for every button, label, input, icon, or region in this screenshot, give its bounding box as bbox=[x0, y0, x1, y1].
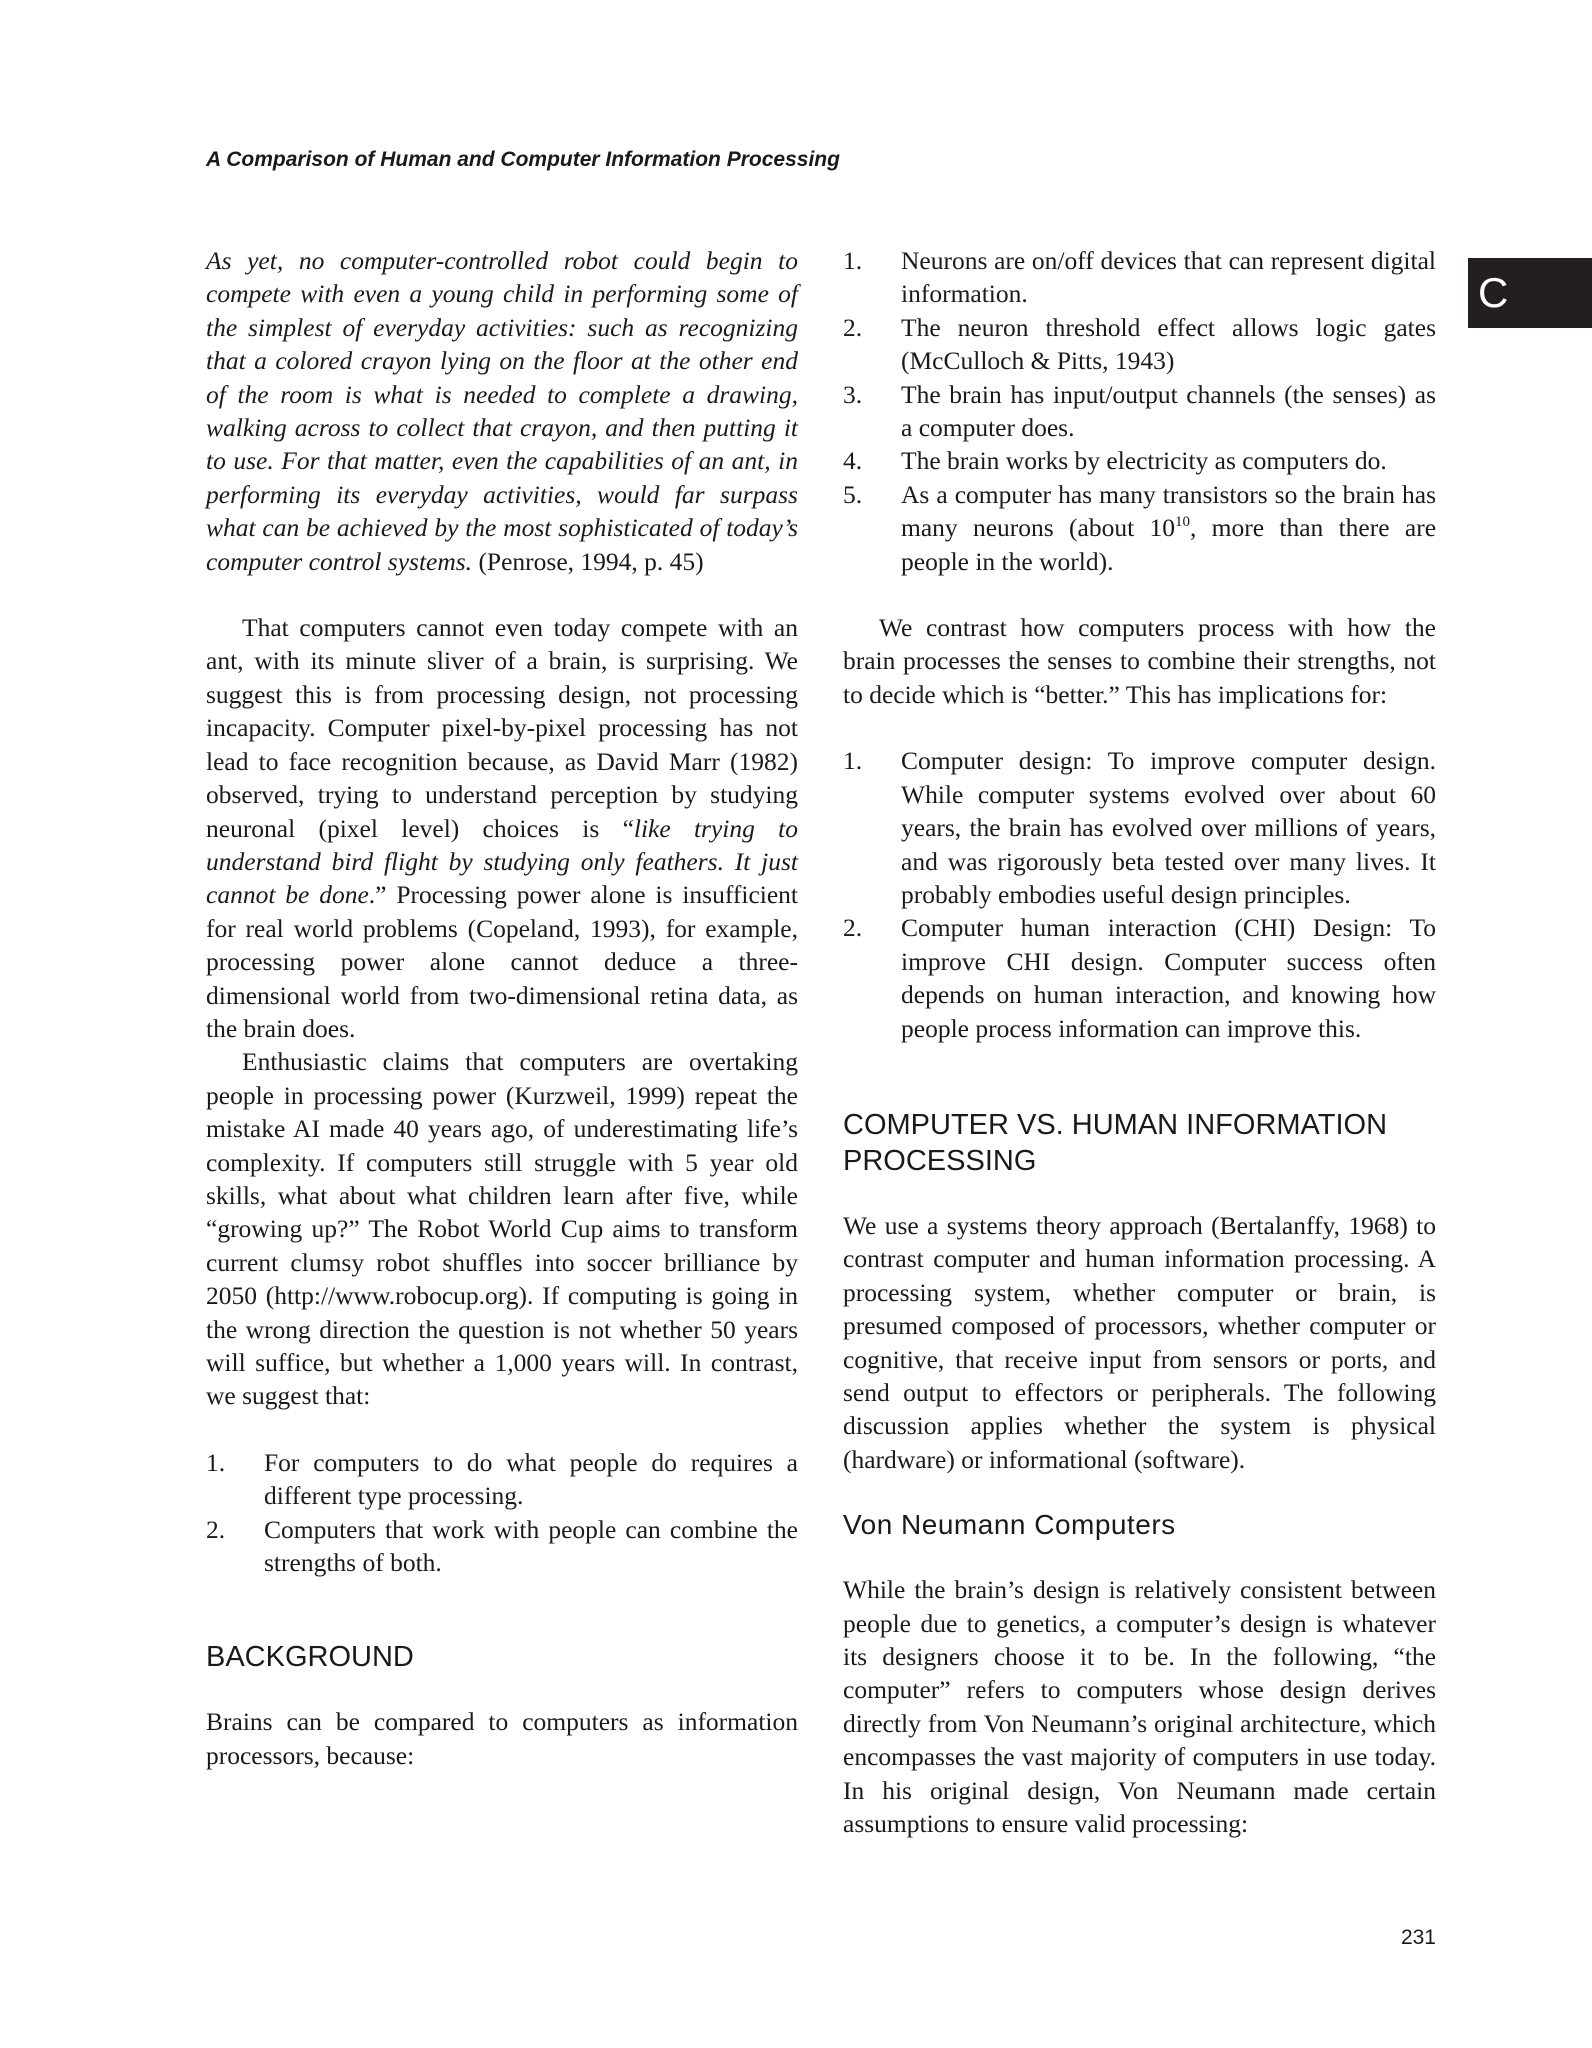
list-item: 4. The brain works by electricity as computers do. bbox=[843, 446, 1387, 476]
quote-text: As yet, no computer-controlled robot could begin to compete with even a young child in performing some of the simplest of everyday activities: such as recognizing that a colored crayon lying on the floor at the other end of the room is what is needed to complete a drawing, walking across to collect that crayon, and then putting it to use. For that matter, even the capabilities of an ant, in performing its everyday activities, would far surpass what can be achieved by the most sophisticated of today’s computer control systems. bbox=[206, 246, 798, 576]
quote-citation: (Penrose, 1994, p. 45) bbox=[478, 546, 704, 576]
para-enthusiastic-claims: Enthusiastic claims that computers are overtaking people in processing power (Kurzweil, 1999) repeat the mistake AI made 40 years ago, of underestimating life’s complexity. If computers still struggle with 5 year old skills, what about what children learn after five, while “growing up?” The Robot World Cup aims to transform current clumsy robot shuffles into soccer brilliance by 2050 (http://www.robocup.org). If computing is going in the wrong direction the question is not whether 50 years will suffice, but whether a 1,000 years will. In contrast, we suggest that: bbox=[206, 1047, 798, 1411]
background-heading: BACKGROUND bbox=[206, 1641, 414, 1674]
left-column bbox=[206, 244, 798, 1772]
penrose-quote bbox=[206, 244, 798, 578]
para-ant: That computers cannot even today compete with an ant, with its minute sliver of a brain, is surprising. We suggest this is from processing design, not processing incapacity. Computer pixel-by-pixel processing has not lead to face recognition because, as David Marr (1982) observed, trying to understand perception by studying neuronal (pixel level) choices is “like trying to understand bird flight by studying only feathers. It just cannot be done.” Processing power alone is insufficient for real world problems (Copeland, 1993), for example, processing power alone cannot deduce a three-dimensional world from two-dimensional retina data, as the brain does. bbox=[206, 613, 798, 1043]
marr-quote: like trying to understand bird flight by studying only feathers. It just cannot be done bbox=[206, 813, 798, 910]
systems-theory-para: We use a systems theory approach (Bertalanffy, 1968) to contrast computer and human information processing. A processing system, whether computer or brain, is presumed composed of processors, whether computer or cognitive, that receive input from sensors or ports, and send output to effectors or peripherals. The following discussion applies whether the system is physical (hardware) or informational (software). bbox=[843, 1210, 1436, 1474]
section-heading: COMPUTER VS. HUMAN INFORMATION PROCESSING bbox=[843, 1108, 1388, 1177]
von-neumann-para: While the brain’s design is relatively consistent between people due to genetics, a computer’s design is whatever its designers choose it to be. In the following, “the computer” refers to computers whose design derives directly from Von Neumann’s original architecture, which encompasses the vast majority of computers in use today. In his original design, Von Neumann made certain assumptions to ensure valid processing: bbox=[843, 1575, 1436, 1839]
subsection-heading: Von Neumann Computers bbox=[843, 1509, 1176, 1541]
brain-computer-list bbox=[843, 244, 1436, 578]
contrast-para: We contrast how computers process with how the brain processes the senses to combine their strengths, not to decide which is “better.” This has implications for: bbox=[843, 613, 1436, 709]
section-tab: C bbox=[1468, 258, 1592, 328]
list-item: 2. Computers that work with people can combine the strengths of both. bbox=[206, 1514, 798, 1578]
list-item: 2. Computer human interaction (CHI) Design: To improve CHI design. Computer success often depends on human interaction, and knowing how people process information can improve this. bbox=[843, 913, 1436, 1043]
list-item: 1. Neurons are on/off devices that can represent digital information. bbox=[843, 246, 1436, 309]
list-item: 1. For computers to do what people do requires a different type processing. bbox=[206, 1447, 798, 1511]
running-head: A Comparison of Human and Computer Information Processing bbox=[206, 148, 840, 171]
background-para: Brains can be compared to computers as information processors, because: bbox=[206, 1707, 798, 1770]
list-item: 1. Computer design: To improve computer design. While computer systems evolved over about 60 years, the brain has evolved over millions of years, and was rigorously beta tested over many lives. It probably embodies useful design principles. bbox=[843, 746, 1436, 909]
list-item: 3. The brain has input/output channels (the senses) as a computer does. bbox=[843, 379, 1436, 443]
list-item: 2. The neuron threshold effect allows logic gates (McCulloch & Pitts, 1943) bbox=[843, 312, 1436, 376]
list-item: 5. As a computer has many transistors so the brain has many neurons (about $10^{10}$, more than there are people in the world). bbox=[843, 479, 1437, 576]
page-number: 231 bbox=[1400, 1926, 1436, 1949]
right-column bbox=[843, 244, 1436, 1840]
implications-list bbox=[843, 744, 1436, 1045]
suggestion-list bbox=[206, 1446, 798, 1580]
